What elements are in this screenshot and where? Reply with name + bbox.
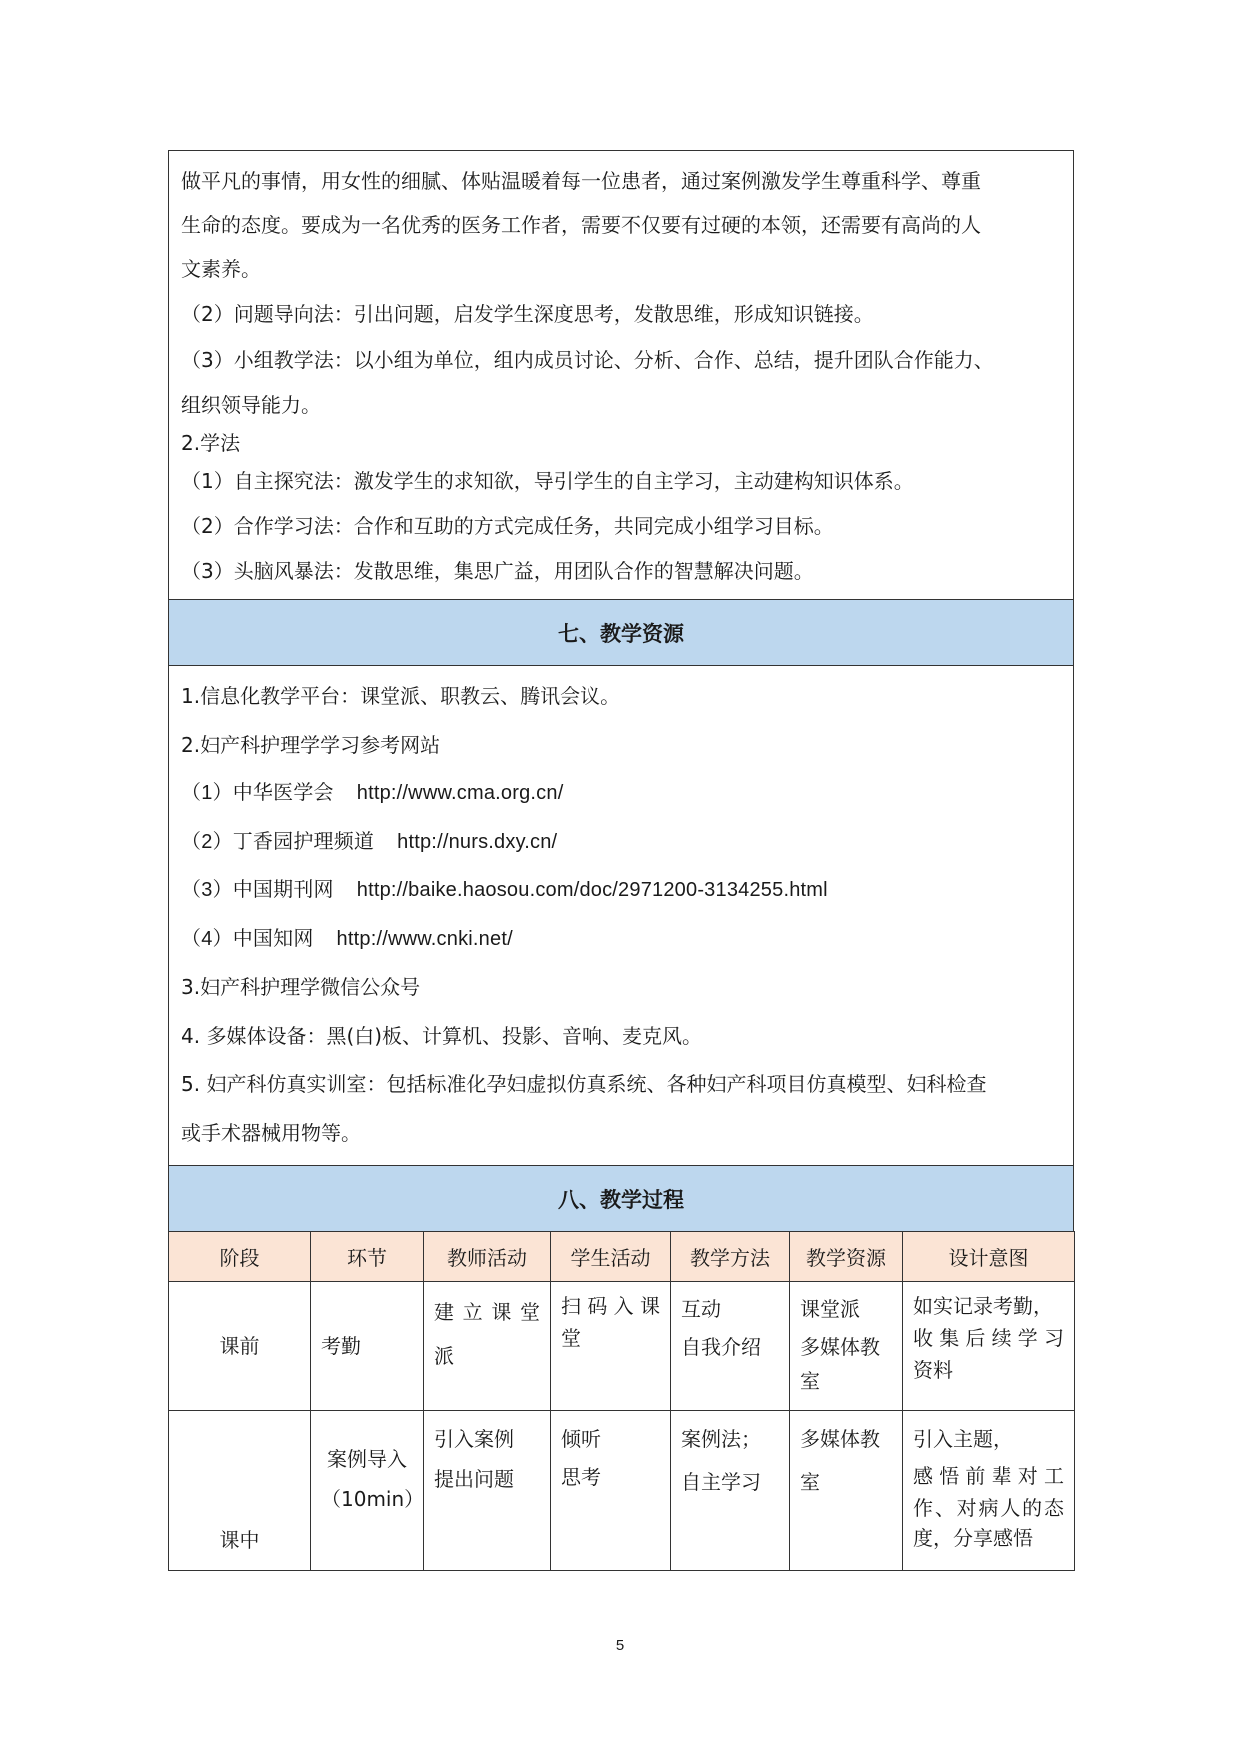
teacher-activity-cell [424, 1282, 551, 1411]
resource-link-line: （2）丁香园护理频道 http://nurs.dxy.cn/ [181, 830, 558, 853]
stage-cell: 课中 [169, 1411, 311, 1571]
method-line: （1）自主探究法：激发学生的求知欲，导引学生的自主学习，主动建构知识体系。 [181, 469, 914, 493]
intent-cell [903, 1282, 1075, 1411]
table-row [169, 1282, 1075, 1411]
method-line: 组织领导能力。 [181, 393, 321, 417]
method-line: （2）合作学习法：合作和互助的方式完成任务，共同完成小组学习目标。 [181, 514, 834, 538]
cell-line: （10min） [321, 1487, 425, 1511]
resource-line: 4. 多媒体设备：黑(白)板、计算机、投影、音响、麦克风。 [181, 1023, 703, 1048]
cell-line: 扫码入课 [561, 1294, 660, 1318]
column-header: 教学方法 [671, 1232, 790, 1282]
method-cell [671, 1282, 790, 1411]
cell-line: 自我介绍 [681, 1335, 761, 1359]
cell-line: 建立课堂 [434, 1300, 540, 1324]
column-header: 教师活动 [424, 1232, 551, 1282]
section-title: 七、教学资源 [558, 621, 684, 646]
resource-cell [790, 1282, 903, 1411]
cell-line: 多媒体教 [800, 1427, 880, 1451]
cell-line: 案例法； [681, 1427, 761, 1451]
column-header: 阶段 [169, 1232, 311, 1282]
cell-line: 思考 [561, 1465, 601, 1489]
resource-cell [790, 1411, 903, 1571]
method-line: 文素养。 [181, 257, 261, 281]
column-header: 环节 [311, 1232, 424, 1282]
method-line: （2）问题导向法：引出问题，启发学生深度思考，发散思维，形成知识链接。 [181, 302, 874, 326]
intent-cell [903, 1411, 1075, 1571]
resource-line: 1.信息化教学平台：课堂派、职教云、腾讯会议。 [181, 684, 621, 708]
cell-line: 自主学习 [681, 1470, 761, 1494]
teacher-activity-cell [424, 1411, 551, 1571]
resource-line: 2.妇产科护理学学习参考网站 [181, 732, 441, 757]
cell-line: 室 [800, 1470, 820, 1494]
resource-link-line: （4）中国知网 http://www.cnki.net/ [181, 927, 513, 950]
method-line: （3）头脑风暴法：发散思维，集思广益，用团队合作的智慧解决问题。 [181, 559, 814, 583]
resource-line: 3.妇产科护理学微信公众号 [181, 975, 421, 999]
cell-line: 课堂派 [800, 1297, 860, 1321]
column-header: 教学资源 [790, 1232, 903, 1282]
method-line: 生命的态度。要成为一名优秀的医务工作者，需要不仅要有过硬的本领，还需要有高尚的人 [181, 213, 981, 237]
step-cell: 考勤 [311, 1282, 424, 1411]
teaching-process-table [168, 1231, 1075, 1571]
resource-link-line: （3）中国期刊网 http://baike.haosou.com/doc/2971200-3134255.html [181, 879, 828, 901]
student-activity-cell [551, 1282, 671, 1411]
resource-line: 5. 妇产科仿真实训室：包括标准化孕妇虚拟仿真系统、各种妇产科项目仿真模型、妇科检查 [181, 1072, 987, 1096]
section-teaching-resources-header [168, 599, 1074, 665]
learning-methods-heading: 2.学法 [181, 431, 241, 455]
section-teaching-process-header [168, 1165, 1074, 1231]
cell-line: 多媒体教 [800, 1335, 880, 1359]
cell-line: 互动 [681, 1297, 721, 1321]
method-line: 做平凡的事情，用女性的细腻、体贴温暖着每一位患者，通过案例激发学生尊重科学、尊重 [181, 169, 981, 193]
cell-line: 感悟前辈对工 [913, 1464, 1064, 1488]
method-cell [671, 1411, 790, 1571]
cell-line: 案例导入 [327, 1447, 407, 1471]
page-number: 5 [615, 1637, 625, 1654]
teaching-resources-block [168, 665, 1074, 1165]
cell-line: 如实记录考勤， [913, 1294, 1053, 1318]
column-header: 设计意图 [903, 1232, 1075, 1282]
cell-line: 室 [800, 1369, 820, 1393]
cell-line: 度，分享感悟 [913, 1526, 1033, 1550]
cell-line: 引入案例 [434, 1427, 514, 1451]
cell-line: 资料 [913, 1358, 953, 1382]
teaching-methods-block [168, 150, 1074, 599]
cell-line: 倾听 [561, 1427, 601, 1451]
stage-cell: 课前 [169, 1282, 311, 1411]
section-title: 八、教学过程 [558, 1187, 684, 1212]
method-line: （3）小组教学法：以小组为单位，组内成员讨论、分析、合作、总结，提升团队合作能力、 [181, 348, 994, 372]
cell-line: 作、对病人的态 [913, 1496, 1064, 1520]
cell-line: 派 [434, 1344, 454, 1368]
step-cell [311, 1411, 424, 1571]
column-header: 学生活动 [551, 1232, 671, 1282]
cell-line: 堂 [561, 1326, 581, 1350]
student-activity-cell [551, 1411, 671, 1571]
resource-line: 或手术器械用物等。 [181, 1120, 361, 1145]
document-body [168, 150, 1074, 1571]
cell-line: 收集后续学习 [913, 1326, 1064, 1350]
cell-line: 引入主题， [913, 1427, 1013, 1451]
table-row [169, 1411, 1075, 1571]
resource-link-line: （1）中华医学会 http://www.cma.org.cn/ [181, 782, 564, 804]
cell-line: 提出问题 [434, 1467, 514, 1491]
table-header-row [169, 1232, 1075, 1282]
